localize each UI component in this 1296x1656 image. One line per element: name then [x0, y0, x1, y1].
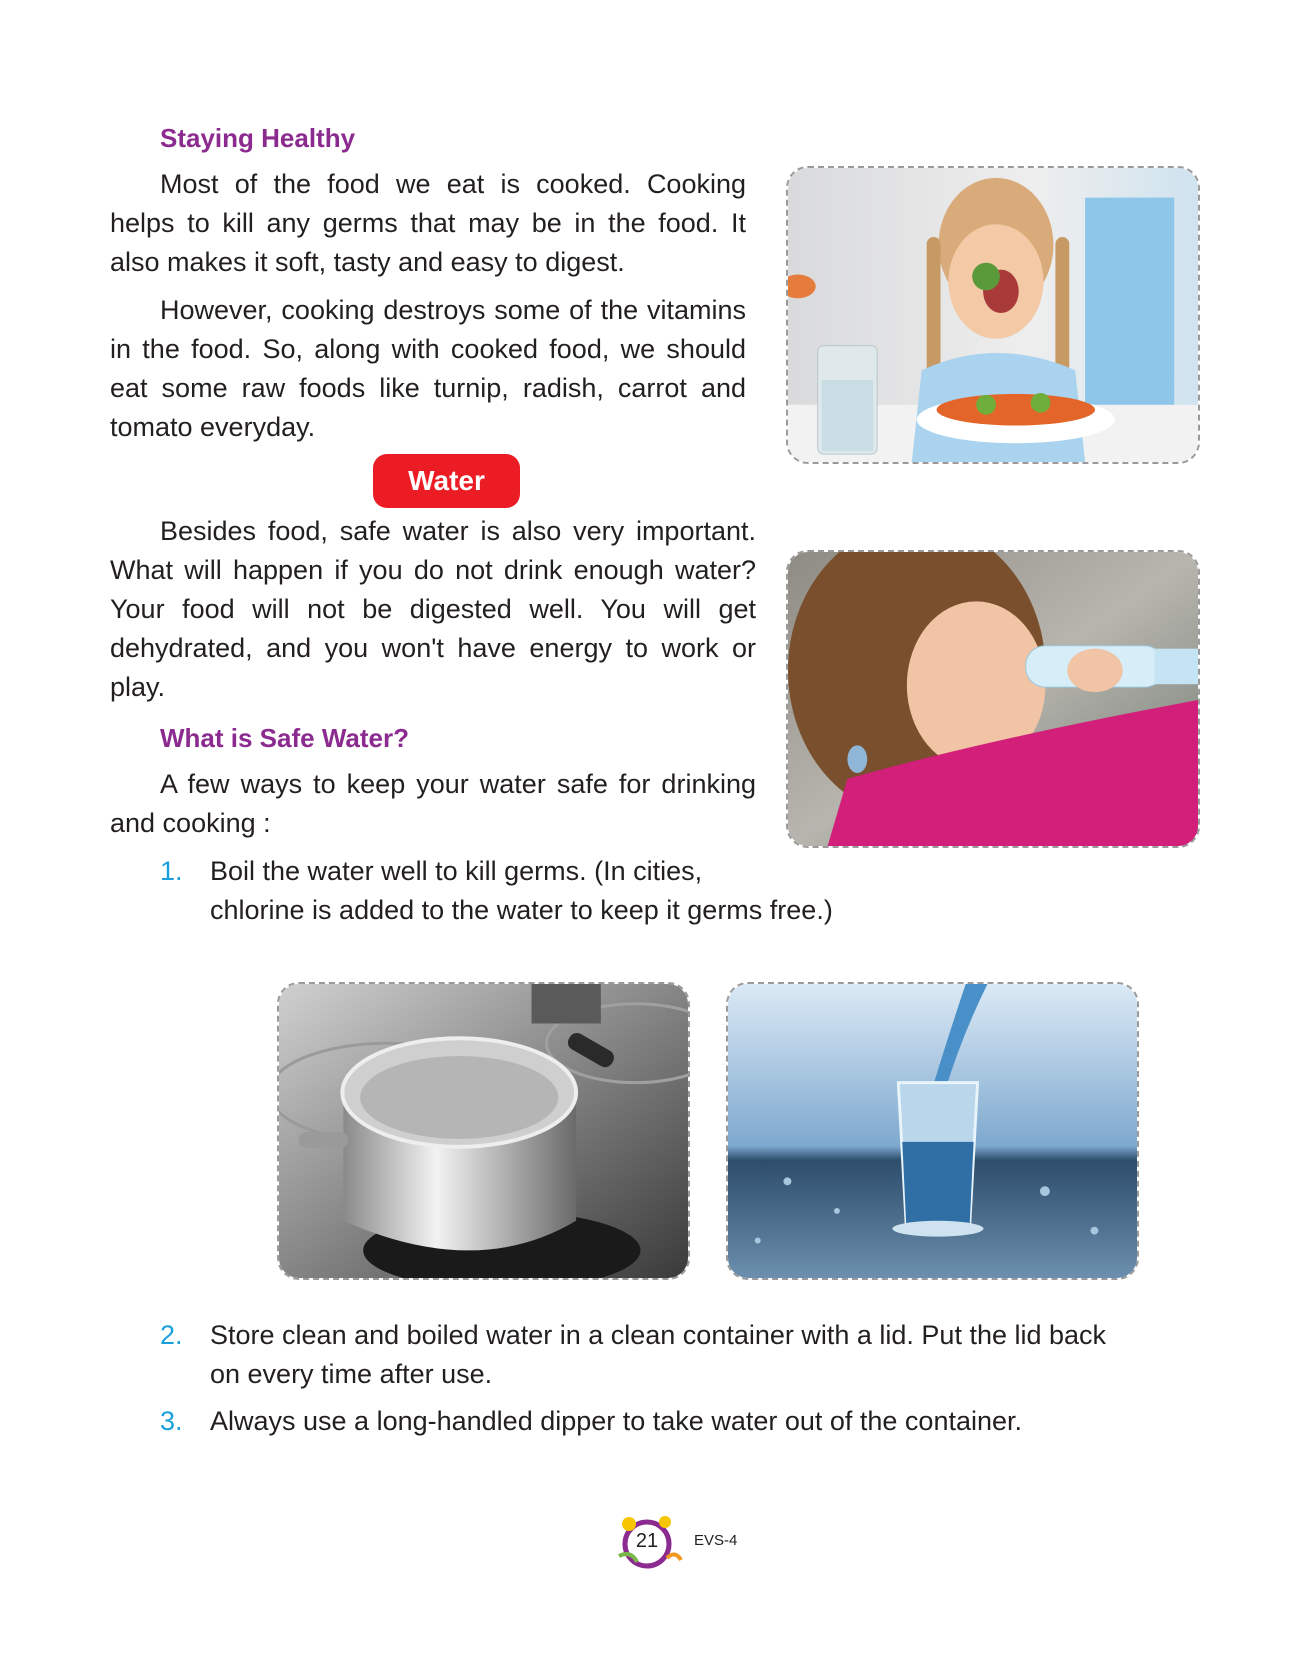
photo-glass-of-water [726, 982, 1139, 1280]
list-item-2 [160, 1316, 1210, 1394]
photo-boiling-water-pot [277, 982, 690, 1280]
list-number: 1. [160, 856, 183, 886]
photo-girl-drinking-water [786, 550, 1200, 848]
heading-staying-healthy: Staying Healthy [160, 123, 356, 153]
section-badge-water: Water [373, 454, 520, 508]
heading-what-is-safe-water: What is Safe Water? [160, 723, 409, 753]
list-text: Boil the water well to kill germs. (In cities, [210, 856, 703, 886]
page-number-badge [607, 1510, 687, 1574]
paragraph-safe-water-intro: A few ways to keep your water safe for drinking and cooking : [110, 769, 756, 838]
paragraph-safe-water-importance: Besides food, safe water is also very important. What will happen if you do not drink enough water? Your food will not be digested well. You will get dehydrated, and you won't have energy to work or play. [110, 516, 756, 702]
photo-girl-eating-vegetables [786, 166, 1200, 464]
list-text: Always use a long-handled dipper to take water out of the container. [210, 1406, 1023, 1436]
list-text: Store clean and boiled water in a clean container with a lid. Put the lid back [210, 1320, 1107, 1350]
list-item-1 [160, 852, 1160, 930]
book-code: EVS-4 [694, 1532, 738, 1549]
list-text: on every time after use. [210, 1359, 493, 1389]
page-number: 21 [635, 1530, 659, 1552]
list-text: chlorine is added to the water to keep it germs free.) [210, 895, 833, 925]
list-number: 3. [160, 1406, 183, 1436]
list-item-3 [160, 1402, 1210, 1441]
paragraph-vitamins: However, cooking destroys some of the vitamins in the food. So, along with cooked food, we should eat some raw foods like turnip, radish, carrot and tomato everyday. [110, 295, 746, 442]
paragraph-cooking: Most of the food we eat is cooked. Cooking helps to kill any germs that may be in the food. It also makes it soft, tasty and easy to digest. [110, 169, 746, 277]
list-number: 2. [160, 1320, 183, 1350]
